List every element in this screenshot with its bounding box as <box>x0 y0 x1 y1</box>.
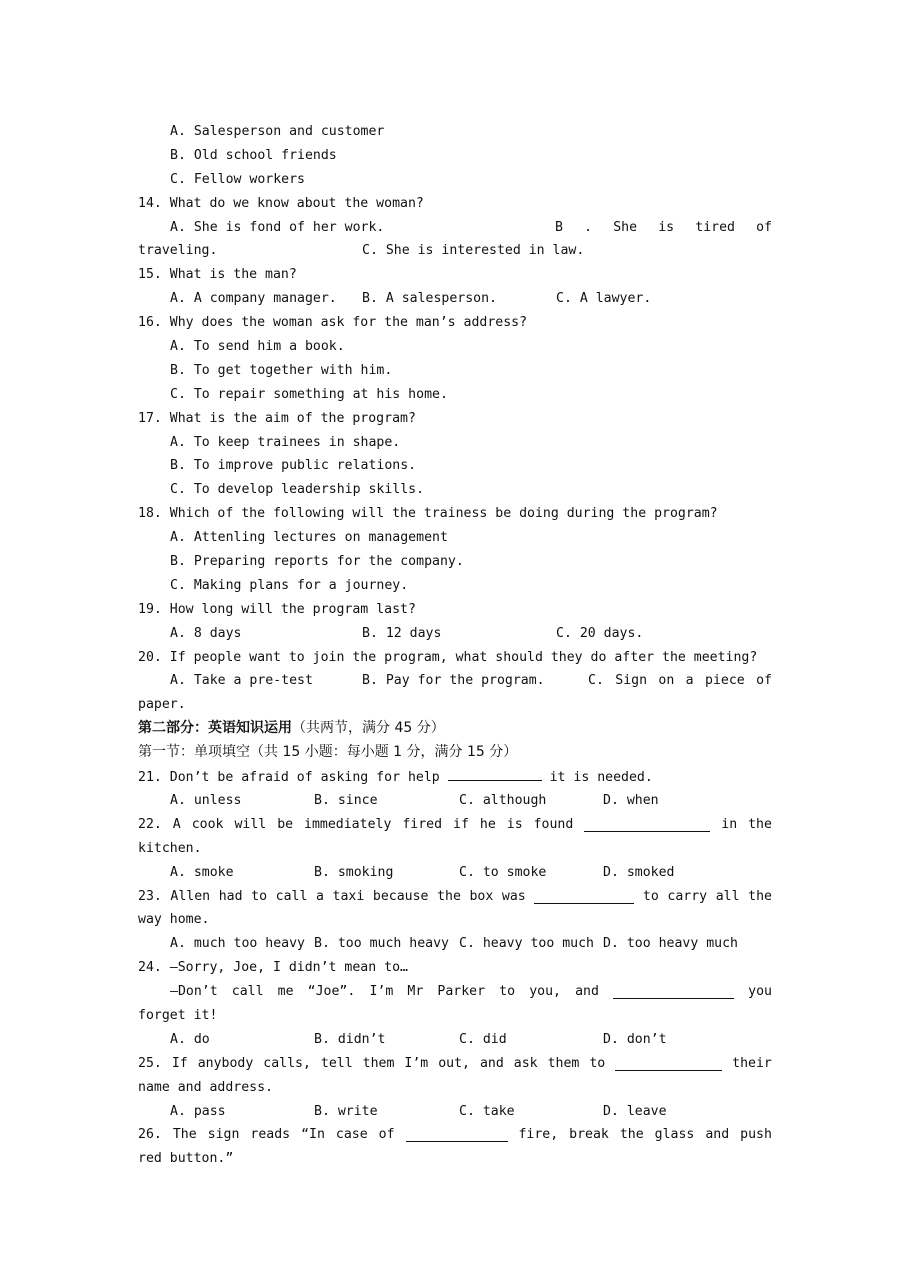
q20-option-b: B. Pay for the program. <box>362 673 545 689</box>
q24-blank <box>613 983 734 999</box>
q25-stem-end: name and address. <box>138 1079 273 1095</box>
q25-option-a: A. pass <box>170 1103 226 1119</box>
q14-stem: 14. What do we know about the woman? <box>138 195 424 211</box>
q13-option-a: A. Salesperson and customer <box>170 124 385 139</box>
q21-option-a: A. unless <box>170 792 242 808</box>
q22-option-d: D. smoked <box>603 864 675 880</box>
q21-option-b: B. since <box>314 792 378 808</box>
q20-stem: 20. If people want to join the program, what should they do after the meeting? <box>138 649 758 665</box>
q16-stem: 16. Why does the woman ask for the man’s address? <box>138 315 528 331</box>
q22-options <box>138 861 772 885</box>
q17-option-c: C. To develop leadership skills. <box>170 482 425 498</box>
exam-page <box>138 120 772 1171</box>
q20-options <box>138 669 772 693</box>
q18-stem: 18. Which of the following will the trainess be doing during the program? <box>138 506 718 522</box>
q19-option-b: B. 12 days <box>362 625 442 641</box>
q17-option-a: A. To keep trainees in shape. <box>170 434 401 450</box>
q23-blank <box>534 888 634 904</box>
q13-option-b: B. Old school friends <box>170 147 337 163</box>
q18-option-c: C. Making plans for a journey. <box>170 577 409 593</box>
q24-line1: 24. —Sorry, Joe, I didn’t mean to… <box>138 960 408 976</box>
q15-option-b: B. A salesperson. <box>362 291 497 307</box>
q24-option-b: B. didn’t <box>314 1031 386 1047</box>
q18-option-b: B. Preparing reports for the company. <box>170 554 464 570</box>
part2-heading <box>138 717 772 741</box>
q24-stem-end: forget it! <box>138 1007 218 1023</box>
q14-options-row <box>138 216 772 240</box>
q14-option-b-end: traveling. <box>138 243 218 259</box>
q20-option-c: C. Sign on a piece of <box>588 673 772 689</box>
q26-stem: 26. The sign reads “In case of fire, break the glass and push <box>138 1127 772 1143</box>
q24-option-d: D. don’t <box>603 1031 667 1047</box>
q26-stem-end: red button.” <box>138 1151 234 1167</box>
q19-option-a: A. 8 days <box>170 625 242 641</box>
q24-line2: —Don’t call me “Joe”. I’m Mr Parker to you, and you <box>170 984 772 1000</box>
q14-options-row2 <box>138 239 772 263</box>
q15-stem: 15. What is the man? <box>138 267 297 283</box>
q15-options <box>138 287 772 311</box>
q25-option-c: C. take <box>459 1103 515 1119</box>
q22-option-a: A. smoke <box>170 864 234 880</box>
q25-stem: 25. If anybody calls, tell them I’m out, and ask them to their <box>138 1055 772 1071</box>
q23-stem-end: way home. <box>138 912 210 928</box>
q17-stem: 17. What is the aim of the program? <box>138 410 416 426</box>
q16-option-b: B. To get together with him. <box>170 362 393 378</box>
q21-stem: 21. Don’t be afraid of asking for help it is needed. <box>138 765 772 789</box>
q26-blank <box>406 1126 508 1142</box>
q24-option-a: A. do <box>170 1031 210 1047</box>
q22-blank <box>584 816 710 832</box>
q25-option-d: D. leave <box>603 1103 667 1119</box>
part2-title: 第二部分：英语知识运用 <box>138 720 292 737</box>
q25-blank <box>615 1055 722 1071</box>
q18-option-a: A. Attenling lectures on management <box>170 530 448 546</box>
q23-option-c: C. heavy too much <box>459 936 594 952</box>
q23-stem: 23. Allen had to call a taxi because the box was to carry all the <box>138 888 772 904</box>
q17-option-b: B. To improve public relations. <box>170 458 417 474</box>
q21-options <box>138 789 772 813</box>
q22-option-b: B. smoking <box>314 864 394 880</box>
q22-stem-end: kitchen. <box>138 840 202 856</box>
q24-options <box>138 1028 772 1052</box>
q21-blank <box>448 765 542 781</box>
q19-option-c: C. 20 days. <box>556 625 644 641</box>
q23-option-a: A. much too heavy <box>170 936 305 952</box>
q14-option-a: A. She is fond of her work. <box>170 219 385 235</box>
q16-option-a: A. To send him a book. <box>170 339 345 355</box>
section1-heading: 第一节：单项填空（共 15 小题：每小题 1 分，满分 15 分） <box>138 744 518 761</box>
q19-stem: 19. How long will the program last? <box>138 601 416 617</box>
q20-option-a: A. Take a pre-test <box>170 673 313 689</box>
q21-option-c: C. although <box>459 792 547 808</box>
q23-option-d: D. too heavy much <box>603 936 738 952</box>
part2-note: （共两节，满分 45 分） <box>292 720 445 737</box>
q25-option-b: B. write <box>314 1103 378 1119</box>
q24-option-c: C. did <box>459 1031 507 1047</box>
q21-option-d: D. when <box>603 792 659 808</box>
q25-options <box>138 1100 772 1124</box>
q13-option-c: C. Fellow workers <box>170 171 305 187</box>
q22-stem: 22. A cook will be immediately fired if he is found in the <box>138 816 772 832</box>
q14-option-b: B . She is tired of <box>555 219 772 235</box>
q23-options <box>138 932 772 956</box>
q15-option-a: A. A company manager. <box>170 291 337 307</box>
q19-options <box>138 622 772 646</box>
q14-option-c: C. She is interested in law. <box>362 243 585 259</box>
q22-option-c: C. to smoke <box>459 864 547 880</box>
q15-option-c: C. A lawyer. <box>556 291 652 307</box>
q23-option-b: B. too much heavy <box>314 936 449 952</box>
q16-option-c: C. To repair something at his home. <box>170 386 448 402</box>
q20-option-c-end: paper. <box>138 697 186 713</box>
